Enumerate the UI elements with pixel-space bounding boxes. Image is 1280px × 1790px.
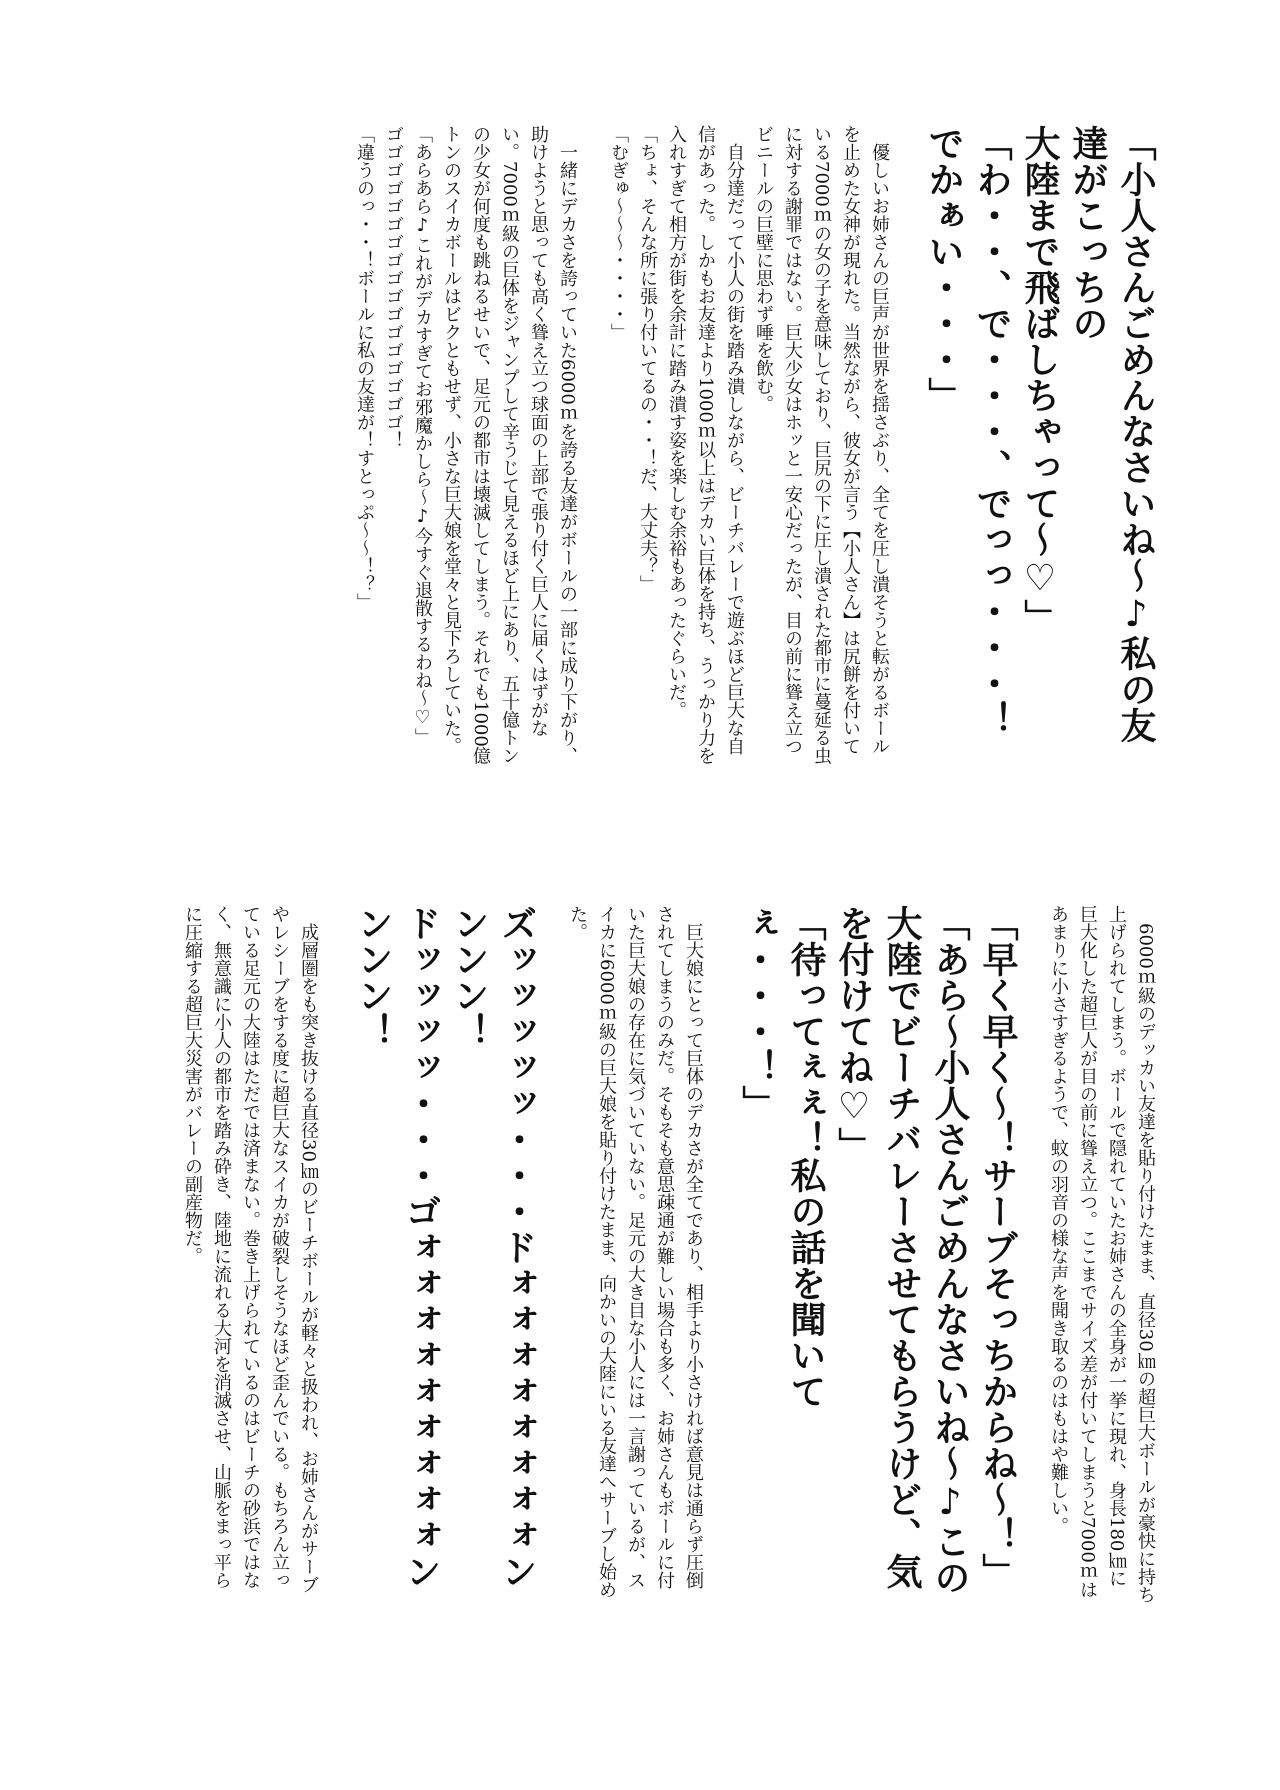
- narration-block-1: 優しいお姉さんの巨声が世界を揺さぶり、全てを圧し潰そうと転がるボールを止めた女神が現れた。当然ながら、彼女が言う【小人さん】は尻餅を付いている7000ｍの女の子を意味しており、巨尻の下に圧し潰された都市に蔓延る虫に対する謝罪ではない。巨大少女はホッと一安心だったが、目の前に聳え立つビニールの巨壁に思わず唾を飲む。 自分達だって小人の街を踏み潰しながら、ビーチバレーで遊ぶほど巨大な自信があった。しかもお友達より1000ｍ以上はデカい巨体を持ち、うっかり力を入れすぎて相方が街を余計に踏み潰す姿を楽しむ余裕もあったぐらいだ。 「ちょ、そんな所に張り付いてるの・・！だ、大丈夫？」 「むぎゅ～～～・・・・」: [608, 125, 890, 765]
- sound-effect-block: ズッッッッッ・・・ドォォォォォォォォンンンン！ ドッッッッ・・・ゴォォォォォォォォォンンンン！: [352, 905, 538, 1589]
- narration-block-5: 成層圏をも突き抜ける直径30㎞のビーチボールが軽々と扱われ、お姉さんがサーブやレシーブをする度に超巨大なスイカが破裂しそうなほど歪んでいる。もちろん立っている足元の大陸はただでは済まない。巻き上げられているのはビーチの砂浜ではなく、無意識に小人の都市を踏み砕き、陸地に流れる大河を消滅させ、山脈をまっ平らに圧縮する超巨大災害がバレーの副産物だ。: [182, 905, 319, 1594]
- narration-block-4: 巨大娘にとって巨体のデカさが全てであり、相手より小さければ意見は通らず圧倒されてしまうのみだ。そもそも意思疎通が難しい場合も多く、お姉さんもボールに付いた巨大娘の存在に気づいていない。足元の大き目な小人には一言謝っているが、スイカに6000ｍ級の巨大娘を貼り付けたまま、向かいの大陸にいる友達へサーブし始めた。: [567, 905, 704, 1599]
- narration-block-3: 6000ｍ級のデッカい友達を貼り付けたまま、直径30㎞の超巨大ボールが豪快に持ち上げられてしまう。ボールで隠れていたお姉さんの全身が一挙に現れ、身長180㎞に巨大化した超巨人が目の前に聳え立つ。ここまでサイズ差が付いてしまうと7000ｍはあまりに小さすぎるようで、蚊の羽音の様な声を聞き取るのはもはや難しい。: [1048, 905, 1156, 1604]
- lower-text-tier: [120, 905, 1160, 1605]
- narration-block-2: 一緒にデカさを誇っていた6000ｍを誇る友達がボールの一部に成り下がり、助けようと思っても高く聳え立つ球面の上部で張り付く巨人に届くはずがない。7000ｍ級の巨体をジャンプして辛うじて見えるほど上にあり、五十億トンの少女が何度も跳ねるせいで、足元の都市は壊滅してしまう。それでも1000億トンのスイカボールはビクともせず、小さな巨大娘を堂々と見下ろしていた。 「あらあら♪これがデカすぎてお邪魔かしら～♪今すぐ退散するわね～♡」 ゴゴゴゴゴゴゴゴゴゴゴゴゴゴゴゴゴ！ 「違うのっ・・！ボールに私の友達が！すとっぷ～～！？」: [354, 125, 578, 765]
- dialogue-block-2: 「早く早く～！サーブそっちからね～！」 「あら～小人さんごめんなさいね～♪この大陸でビーチバレーさせてもらうけど、気を付けてね♡」 「待ってぇぇ！私の話を聞いてぇ・・・！」: [737, 905, 1019, 1595]
- dialogue-block-1: 「小人さんごめんなさいね～♪私の友達がこっちの 大陸まで飛ばしちゃって～♡」 「わ・・、で・・・、でっっ・・・！でかぁい・・・」: [923, 125, 1157, 743]
- upper-text-tier: [120, 125, 1160, 765]
